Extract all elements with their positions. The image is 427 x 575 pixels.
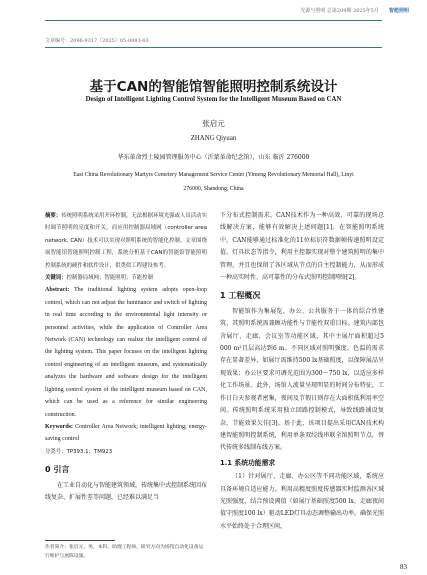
abstract-cn-label: 摘要： (45, 213, 62, 219)
author-footnote: 作者简介：张启元，男，本科，助理工程师，研究方向为场馆自动化设备运行维护与展陈设施。 (45, 545, 204, 559)
abstract-en-text: The traditional lighting system adopts open-loop control, which can not adjust the luminance and switch of lighting in real time according to the environmental light intensity or personnel activities, while the application of Controller Area Network (CAN) technology can realize the intelligent control of the lighting system. This paper focuses on the intelligent lighting control engineering of an intelligent museum, and systematically analyzes the hardware and software design for the intelligent lighting control system of the intelligent museum based on CAN, which can be used as a reference for similar engineering construction. (45, 287, 207, 418)
affiliation-en: East China Revolutionary Martyrs Cemetery Management Service Center (Yimeng Revolutionary Memorial Hall), Linyi 276000, Shandong, China (73, 172, 354, 192)
running-header (300, 7, 409, 14)
keywords-en-text: Controller Area Network; intelligent lighting; energy-saving control (45, 423, 207, 443)
header-rule-2 (45, 47, 382, 48)
section-label: 智能照明 (388, 8, 409, 14)
classification: 分类号：TP393.1；TM923 (45, 448, 113, 455)
footnote-rule (45, 540, 115, 541)
section-1-1-heading: 1.1 系统功能需求 (220, 458, 276, 467)
journal-info: 光源与照明 总第204期 2025年5月 (300, 8, 379, 14)
keywords-en-label: Keywords: (45, 423, 73, 430)
section-1-heading: 1 工程概况 (220, 291, 261, 301)
section-0-paragraph: 在工业自动化与智能建筑领域，传统集中式控制系统因布线复杂、扩展性差等问题，已经难以满足当 (45, 481, 208, 501)
abstract-cn-text: 传统照明系统采用开环控制，无法根据环境光强或人员活动实时调节照明的亮度和开关，而应用控制器局域网（controller area network, CAN）技术可以实现对照明系统的智能化控制。文章围绕展智能馆智能照明控制工程，系统分析基于CAN的智能馆智能照明控制系统的硬件和软件设计，供类似工程建设参考。 (45, 213, 207, 269)
affiliation-cn: 华东革命烈士陵园管理服务中心（沂蒙革命纪念馆），山东 临沂 276000 (117, 154, 310, 161)
section-1-paragraph: 智能馆作为集展览、办公、公共服务于一体的综合性建筑，其照明系统需兼顾功能性与节能性双重目标。建筑内部包含展厅、走廊、会议室等功能区域，其中主展厅面积超过5 000 m²且层高达到6 m。不同区域对照明强度、色温的需求存在显著差异，如展厅需维持500 lx基础照度，以保障展品呈现效果；办公区要求可调光范围为300～750 lx，以适应多样化工作场景。此外，场馆人流量呈现明显的时间分布特征，工作日白天参观者密集，夜间及节假日则存在大面积低利用率空间。传统照明系统采用独立回路控制模式，导致线路铺设复杂，节能效果欠佳[3]。基于此，该项目提出采用CAN技术构建智能照明控制系统，利用单条双绞线串联全馆照明节点，替代传统多线制布线方案。 (220, 307, 384, 452)
title-en: Design of Intelligent Lighting Control System for the Intelligent Museum Based on CAN (85, 96, 342, 103)
author-cn: 张启元 (202, 119, 225, 128)
article-number: 文章编号：2096-9317（2025）05-0083-03 (45, 38, 149, 44)
section-1-1-paragraph: （1）针对展厅、走廊、办公区等不同功能区域，系统应具备环境自适应能力。利用高精度照度传感器实时监测各区域光照强度，结合预设阈值（如展厅基础照度500 lx、走廊夜间值守照度100 lx）驱动LED灯具动态调整输出功率，确保光照水平始终处于合理区间， (220, 473, 384, 530)
abstract-en-label: Abstract: (45, 287, 70, 294)
abstract-cn (45, 210, 207, 272)
author-en: ZHANG Qiyuan (190, 135, 237, 142)
keywords-en (45, 421, 207, 446)
section-0-heading: 0 引言 (45, 465, 70, 475)
right-column (220, 210, 384, 533)
intro-continuation: 下分布式控制需求，CAN技术作为一种高效、可靠的现场总线解决方案，能够有效解决上述问题[1]。在智能照明系统中，CAN能够通过标准化的11位标识符数据帧传递照明设定值，灯具状态等指令，利用主控器实现对整个建筑照明的集中管理，并且也保留了各区域从节点的自主控制能力，从而形成一种高实时性、高可靠性的分布式照明控制网络[2]。 (220, 212, 384, 282)
header-rule (45, 20, 382, 21)
keywords-cn (45, 272, 207, 284)
abstract-en (45, 284, 207, 420)
page-number: 83 (400, 563, 407, 571)
left-column (45, 210, 207, 504)
keywords-cn-text: 控制器局域网；智能照明；节能控制 (66, 275, 153, 282)
keywords-cn-label: 关键词： (45, 275, 67, 282)
title-cn: 基于CAN的智能馆智能照明控制系统设计 (89, 79, 338, 95)
